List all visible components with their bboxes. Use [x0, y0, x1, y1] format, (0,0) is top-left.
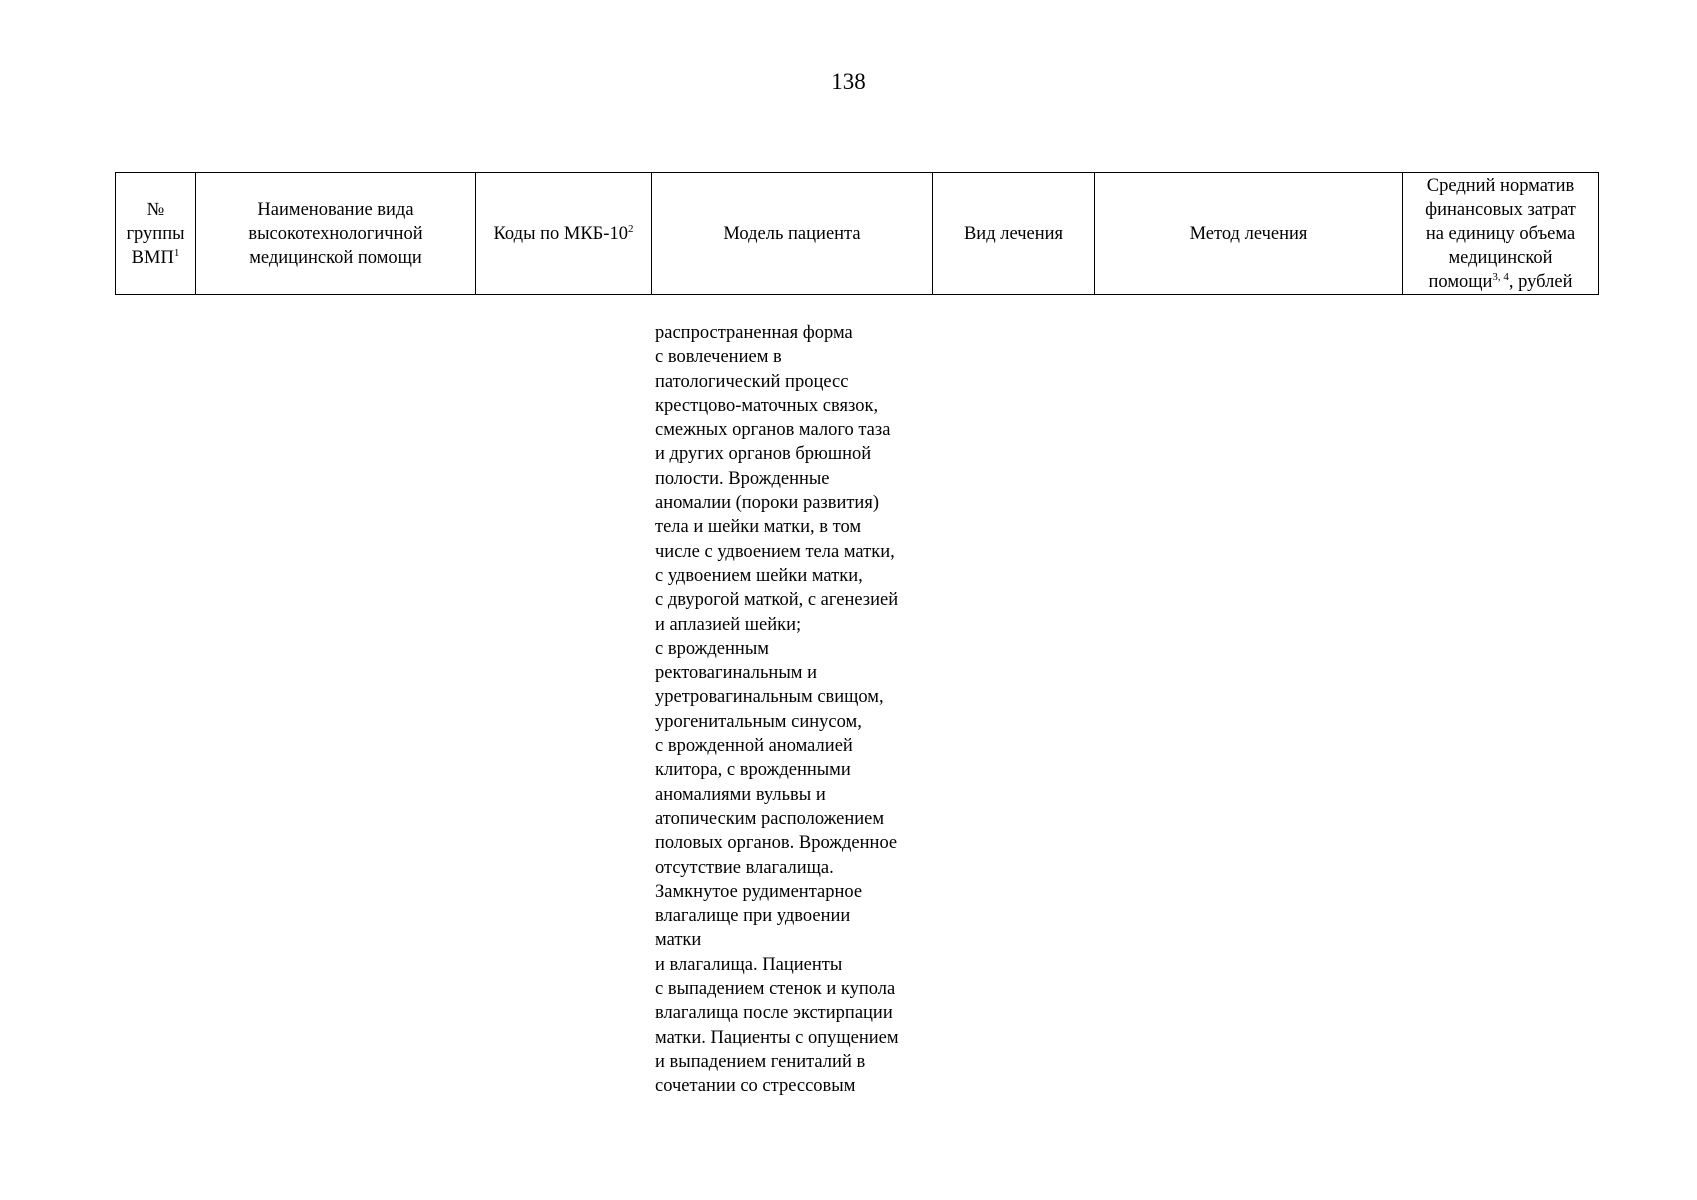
text-line: матки: [655, 930, 702, 951]
column-average-cost-standard: Средний норматив финансовых затрат на единицу объема медицинской помощи$^{3, 4}$, рублей: [1403, 173, 1599, 295]
text-line: полости. Врожденные: [655, 468, 830, 489]
text-line: с врожденным: [655, 638, 769, 659]
text-line: влагалище при удвоении: [655, 906, 851, 927]
text-line: аномалии (пороки развития): [655, 493, 880, 514]
column-treatment-method: Метод лечения: [1095, 173, 1403, 295]
page-number: 138: [831, 69, 866, 94]
text-line: тела и шейки матки, в том: [655, 517, 862, 538]
text-line: с удвоением шейки матки,: [655, 565, 863, 586]
text-line: половых органов. Врожденное: [655, 833, 898, 854]
column-group-number: № группы ВМП$^1$: [116, 173, 196, 295]
text-line: урогенитальным синусом,: [655, 711, 862, 732]
table-header: [115, 172, 1599, 295]
text-line: крестцово-маточных связок,: [655, 395, 879, 416]
text-line: с вовлечением в: [655, 347, 782, 368]
text-line: уретровагинальным свищом,: [655, 687, 884, 708]
column-treatment-type: Вид лечения: [933, 173, 1095, 295]
text-line: и других органов брюшной: [655, 444, 872, 465]
text-line: с выпадением стенок и купола: [655, 979, 896, 1000]
text-line: сочетании со стрессовым: [655, 1076, 856, 1097]
text-line: аномалиями вульвы и: [655, 784, 826, 805]
text-line: распространенная форма: [655, 323, 853, 343]
patient-model-text: [655, 321, 935, 1099]
column-care-type-name: Наименование вида высокотехнологичной медицинской помощи: [196, 173, 476, 295]
text-line: с врожденной аномалией: [655, 736, 853, 757]
text-line: и выпадением гениталий в: [655, 1051, 866, 1072]
column-patient-model: Модель пациента: [652, 173, 933, 295]
text-line: атопическим расположением: [655, 808, 885, 829]
text-line: и влагалища. Пациенты: [655, 954, 843, 975]
text-line: Замкнутое рудиментарное: [655, 881, 863, 902]
text-line: смежных органов малого таза: [655, 420, 891, 441]
text-line: матки. Пациенты с опущением: [655, 1027, 899, 1048]
text-line: влагалища после экстирпации: [655, 1003, 893, 1024]
column-icd10-codes: Коды по МКБ-$10^2$: [476, 173, 652, 295]
text-line: патологический процесс: [655, 371, 849, 392]
text-line: с двурогой маткой, с агенезией: [655, 590, 899, 611]
text-line: числе с удвоением тела матки,: [655, 541, 895, 562]
text-line: клитора, с врожденными: [655, 760, 851, 781]
text-line: ректовагинальным и: [655, 663, 817, 684]
text-line: отсутствие влагалища.: [655, 857, 834, 878]
text-line: и аплазией шейки;: [655, 614, 802, 635]
